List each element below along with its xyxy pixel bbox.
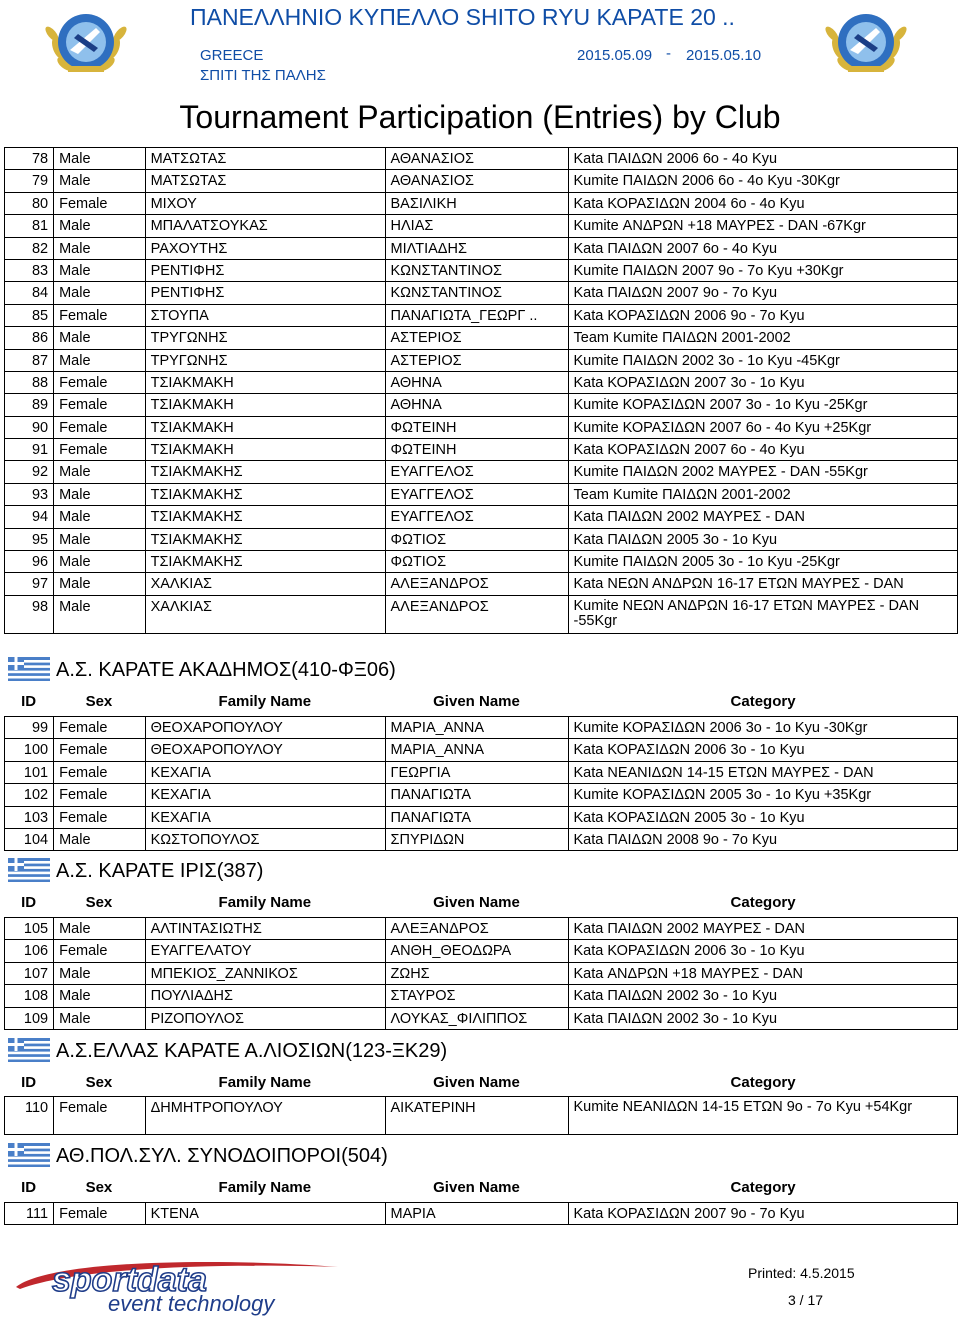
cell-category: Kata ΚΟΡΑΣΙΔΩΝ 2004 6o - 4o Kyu (568, 192, 957, 214)
header-category: Category (730, 693, 796, 710)
cell-sex: Male (54, 170, 146, 192)
cell-family-name: ΚΩΣΤΟΠΟΥΛΟΣ (145, 828, 385, 850)
sportdata-subtitle-text: event technology (108, 1291, 275, 1316)
table-row (5, 349, 958, 371)
event-date-from: 2015.05.09 (577, 47, 653, 64)
event-title: ΠΑΝΕΛΛΗΝΙΟ ΚΥΠΕΛΛΟ SHITO RYU ΚΑΡΑΤΕ 20 .. (190, 4, 735, 30)
cell-id: 94 (5, 506, 54, 528)
cell-sex: Male (54, 282, 146, 304)
entries-table (4, 716, 958, 851)
cell-family-name: ΤΣΙΑΚΜΑΚΗ (145, 416, 385, 438)
cell-given-name: ΕΥΑΓΓΕΛΟΣ (385, 483, 568, 505)
table-row (5, 1203, 958, 1225)
cell-category: Kumite ΠΑΙΔΩΝ 2006 6o - 4o Kyu -30Kgr (568, 170, 957, 192)
report-title: Tournament Participation (Entries) by Club (179, 99, 781, 135)
cell-family-name: ΘΕΟΧΑΡΟΠΟΥΛΟΥ (145, 717, 385, 739)
cell-id: 80 (5, 192, 54, 214)
table-row (5, 595, 958, 633)
cell-category: Team Kumite ΠΑΙΔΩΝ 2001-2002 (568, 483, 957, 505)
cell-sex: Female (54, 1097, 146, 1135)
cell-category: Kata ΠΑΙΔΩΝ 2002 3o - 1o Kyu (568, 1007, 957, 1029)
cell-sex: Male (54, 918, 146, 940)
cell-sex: Male (54, 595, 146, 633)
table-row (5, 394, 958, 416)
cell-id: 99 (5, 717, 54, 739)
cell-given-name: ΜΑΡΙΑ (385, 1203, 568, 1225)
cell-given-name: ΒΑΣΙΛΙΚΗ (385, 192, 568, 214)
cell-category: Kumite ΚΟΡΑΣΙΔΩΝ 2005 3o - 1o Kyu +35Kgr (568, 784, 957, 806)
cell-sex: Male (54, 985, 146, 1007)
cell-sex: Female (54, 806, 146, 828)
table-row (5, 483, 958, 505)
table-row (5, 461, 958, 483)
entries-table (4, 1096, 958, 1135)
cell-sex: Female (54, 717, 146, 739)
cell-id: 84 (5, 282, 54, 304)
cell-id: 83 (5, 259, 54, 281)
cell-given-name: ΚΩΝΣΤΑΝΤΙΝΟΣ (385, 259, 568, 281)
greek-flag-icon (8, 1143, 50, 1167)
cell-family-name: ΤΣΙΑΚΜΑΚΗ (145, 371, 385, 393)
header-given-name: Given Name (433, 1179, 520, 1196)
cell-given-name: ΑΛΕΞΑΝΔΡΟΣ (385, 573, 568, 595)
table-row (5, 985, 958, 1007)
page-number: 3 / 17 (788, 1292, 824, 1308)
cell-sex: Male (54, 962, 146, 984)
cell-given-name: ΑΘΗΝΑ (385, 394, 568, 416)
cell-id: 110 (5, 1097, 54, 1135)
cell-family-name: ΜΙΧΟΥ (145, 192, 385, 214)
cell-sex: Female (54, 439, 146, 461)
cell-category: Kumite ΠΑΙΔΩΝ 2007 9o - 7o Kyu +30Kgr (568, 259, 957, 281)
cell-given-name: ΑΣΤΕΡΙΟΣ (385, 349, 568, 371)
cell-family-name: ΤΣΙΑΚΜΑΚΗ (145, 394, 385, 416)
cell-sex: Female (54, 940, 146, 962)
cell-category: Kumite ΠΑΙΔΩΝ 2005 3o - 1o Kyu -25Kgr (568, 551, 957, 573)
cell-category: Kata ΠΑΙΔΩΝ 2002 3o - 1o Kyu (568, 985, 957, 1007)
cell-sex: Male (54, 327, 146, 349)
header-sex: Sex (85, 1179, 113, 1196)
table-row (5, 282, 958, 304)
cell-category: Kata ΚΟΡΑΣΙΔΩΝ 2006 3o - 1o Kyu (568, 940, 957, 962)
cell-sex: Female (54, 761, 146, 783)
cell-sex: Male (54, 551, 146, 573)
header-family-name: Family Name (218, 693, 312, 710)
cell-given-name: ΦΩΤΕΙΝΗ (385, 416, 568, 438)
header-family-name: Family Name (218, 894, 312, 911)
table-row (5, 573, 958, 595)
club-name: Α.Σ.ΕΛΛΑΣ ΚΑΡΑΤΕ Α.ΛΙΟΣΙΩΝ(123-ΞΚ29) (56, 1040, 448, 1062)
header-family-name: Family Name (218, 1179, 312, 1196)
cell-given-name: ΦΩΤΙΟΣ (385, 528, 568, 550)
cell-family-name: ΤΣΙΑΚΜΑΚΗ (145, 439, 385, 461)
cell-category: Kata ΠΑΙΔΩΝ 2007 9o - 7o Kyu (568, 282, 957, 304)
column-header-row (4, 690, 958, 713)
cell-given-name: ΜΑΡΙΑ_ΑΝΝΑ (385, 717, 568, 739)
cell-given-name: ΑΘΑΝΑΣΙΟΣ (385, 170, 568, 192)
cell-sex: Female (54, 371, 146, 393)
table-row (5, 940, 958, 962)
table-row (5, 371, 958, 393)
cell-family-name: ΡΙΖΟΠΟΥΛΟΣ (145, 1007, 385, 1029)
cell-sex: Male (54, 349, 146, 371)
cell-id: 105 (5, 918, 54, 940)
federation-logo-right (818, 4, 914, 90)
cell-family-name: ΘΕΟΧΑΡΟΠΟΥΛΟΥ (145, 739, 385, 761)
cell-family-name: ΔΗΜΗΤΡΟΠΟΥΛΟΥ (145, 1097, 385, 1135)
cell-id: 100 (5, 739, 54, 761)
greek-flag-icon (8, 1038, 50, 1062)
header-family-name: Family Name (218, 1074, 312, 1091)
cell-category: Kata ΚΟΡΑΣΙΔΩΝ 2007 6o - 4o Kyu (568, 439, 957, 461)
cell-sex: Male (54, 259, 146, 281)
cell-family-name: ΤΡΥΓΩΝΗΣ (145, 327, 385, 349)
table-row (5, 761, 958, 783)
cell-given-name: ΦΩΤΙΟΣ (385, 551, 568, 573)
cell-given-name: ΣΠΥΡΙΔΩΝ (385, 828, 568, 850)
table-row (5, 327, 958, 349)
table-row (5, 528, 958, 550)
cell-given-name: ΛΟΥΚΑΣ_ΦΙΛΙΠΠΟΣ (385, 1007, 568, 1029)
cell-id: 90 (5, 416, 54, 438)
cell-family-name: ΕΥΑΓΓΕΛΑΤΟΥ (145, 940, 385, 962)
column-header-row (4, 891, 958, 914)
table-row (5, 739, 958, 761)
cell-given-name: ΠΑΝΑΓΙΩΤΑ (385, 784, 568, 806)
cell-given-name: ΗΛΙΑΣ (385, 215, 568, 237)
cell-id: 88 (5, 371, 54, 393)
cell-id: 87 (5, 349, 54, 371)
event-country: GREECE (200, 47, 264, 64)
cell-sex: Female (54, 739, 146, 761)
cell-id: 104 (5, 828, 54, 850)
cell-given-name: ΜΙΛΤΙΑΔΗΣ (385, 237, 568, 259)
table-row (5, 192, 958, 214)
sportdata-logo (8, 1257, 348, 1317)
table-row (5, 551, 958, 573)
cell-given-name: ΚΩΝΣΤΑΝΤΙΝΟΣ (385, 282, 568, 304)
cell-given-name: ΑΘΗΝΑ (385, 371, 568, 393)
cell-sex: Male (54, 215, 146, 237)
header-category: Category (730, 1074, 796, 1091)
cell-id: 108 (5, 985, 54, 1007)
cell-id: 98 (5, 595, 54, 633)
cell-given-name: ΑΝΘΗ_ΘΕΟΔΩΡΑ (385, 940, 568, 962)
header-given-name: Given Name (433, 693, 520, 710)
cell-family-name: ΤΡΥΓΩΝΗΣ (145, 349, 385, 371)
cell-family-name: ΤΣΙΑΚΜΑΚΗΣ (145, 461, 385, 483)
cell-given-name: ΠΑΝΑΓΙΩΤΑ_ΓΕΩΡΓ .. (385, 304, 568, 326)
cell-id: 92 (5, 461, 54, 483)
cell-family-name: ΤΣΙΑΚΜΑΚΗΣ (145, 506, 385, 528)
cell-category: Kumite ΠΑΙΔΩΝ 2002 ΜΑΥΡΕΣ - DAN -55Kgr (568, 461, 957, 483)
cell-family-name: ΜΑΤΣΩΤΑΣ (145, 148, 385, 170)
table-row (5, 1097, 958, 1135)
cell-sex: Female (54, 784, 146, 806)
cell-family-name: ΧΑΛΚΙΑΣ (145, 573, 385, 595)
printed-date: Printed: 4.5.2015 (748, 1265, 855, 1281)
header-sex: Sex (85, 1074, 113, 1091)
cell-family-name: ΡΑΧΟΥΤΗΣ (145, 237, 385, 259)
cell-sex: Female (54, 1203, 146, 1225)
club-name: ΑΘ.ΠΟΛ.ΣΥΛ. ΣΥΝΟΔΟΙΠΟΡΟΙ(504) (56, 1145, 388, 1167)
cell-given-name: ΑΘΑΝΑΣΙΟΣ (385, 148, 568, 170)
table-row (5, 918, 958, 940)
cell-given-name: ΓΕΩΡΓΙΑ (385, 761, 568, 783)
cell-sex: Female (54, 192, 146, 214)
cell-id: 81 (5, 215, 54, 237)
cell-category: Kumite ΚΟΡΑΣΙΔΩΝ 2007 6o - 4o Kyu +25Kgr (568, 416, 957, 438)
cell-id: 85 (5, 304, 54, 326)
cell-category: Kumite ΚΟΡΑΣΙΔΩΝ 2007 3o - 1o Kyu -25Kgr (568, 394, 957, 416)
table-row (5, 1007, 958, 1029)
cell-sex: Male (54, 528, 146, 550)
cell-family-name: ΧΑΛΚΙΑΣ (145, 595, 385, 633)
cell-sex: Male (54, 483, 146, 505)
cell-given-name: ΦΩΤΕΙΝΗ (385, 439, 568, 461)
cell-family-name: ΚΕΧΑΓΙΑ (145, 761, 385, 783)
cell-family-name: ΑΛΤΙΝΤΑΣΙΩΤΗΣ (145, 918, 385, 940)
cell-category: Kata ΠΑΙΔΩΝ 2006 6o - 4o Kyu (568, 148, 957, 170)
cell-category: Team Kumite ΠΑΙΔΩΝ 2001-2002 (568, 327, 957, 349)
cell-category: Kumite ΝΕΩΝ ΑΝΔΡΩΝ 16-17 ΕΤΩΝ ΜΑΥΡΕΣ - DAN -55Kgr (568, 595, 957, 633)
cell-id: 78 (5, 148, 54, 170)
cell-family-name: ΤΣΙΑΚΜΑΚΗΣ (145, 551, 385, 573)
cell-family-name: ΣΤΟΥΠΑ (145, 304, 385, 326)
cell-id: 101 (5, 761, 54, 783)
cell-family-name: ΚΤΕΝΑ (145, 1203, 385, 1225)
cell-family-name: ΚΕΧΑΓΙΑ (145, 784, 385, 806)
event-date-separator: - (666, 45, 671, 62)
cell-id: 102 (5, 784, 54, 806)
cell-category: Kata ΠΑΙΔΩΝ 2007 6o - 4o Kyu (568, 237, 957, 259)
cell-given-name: ΕΥΑΓΓΕΛΟΣ (385, 506, 568, 528)
cell-category: Kata ΝΕΩΝ ΑΝΔΡΩΝ 16-17 ΕΤΩΝ ΜΑΥΡΕΣ - DAN (568, 573, 957, 595)
cell-id: 91 (5, 439, 54, 461)
header-id: ID (21, 1179, 37, 1196)
cell-id: 103 (5, 806, 54, 828)
club-name: Α.Σ. ΚΑΡΑΤΕ ΙΡΙΣ(387) (56, 860, 264, 882)
event-date-to: 2015.05.10 (686, 47, 762, 64)
cell-sex: Male (54, 461, 146, 483)
cell-sex: Male (54, 1007, 146, 1029)
cell-category: Kata ΚΟΡΑΣΙΔΩΝ 2007 3o - 1o Kyu (568, 371, 957, 393)
cell-category: Kata ΚΟΡΑΣΙΔΩΝ 2006 3o - 1o Kyu (568, 739, 957, 761)
cell-sex: Female (54, 394, 146, 416)
table-row (5, 784, 958, 806)
entries-table (4, 147, 958, 634)
entries-table (4, 917, 958, 1030)
cell-sex: Male (54, 573, 146, 595)
cell-family-name: ΤΣΙΑΚΜΑΚΗΣ (145, 483, 385, 505)
table-row (5, 828, 958, 850)
cell-id: 95 (5, 528, 54, 550)
cell-sex: Male (54, 237, 146, 259)
cell-category: Kata ΑΝΔΡΩΝ +18 ΜΑΥΡΕΣ - DAN (568, 962, 957, 984)
cell-given-name: ΠΑΝΑΓΙΩΤΑ (385, 806, 568, 828)
cell-family-name: ΡΕΝΤΙΦΗΣ (145, 259, 385, 281)
cell-given-name: ΑΙΚΑΤΕΡΙΝΗ (385, 1097, 568, 1135)
header-category: Category (730, 894, 796, 911)
header-id: ID (21, 693, 37, 710)
cell-id: 82 (5, 237, 54, 259)
header-id: ID (21, 894, 37, 911)
header-sex: Sex (85, 894, 113, 911)
table-row (5, 259, 958, 281)
entries-table (4, 1202, 958, 1225)
cell-category: Kata ΠΑΙΔΩΝ 2008 9o - 7o Kyu (568, 828, 957, 850)
cell-category: Kata ΠΑΙΔΩΝ 2002 ΜΑΥΡΕΣ - DAN (568, 918, 957, 940)
event-venue: ΣΠΙΤΙ ΤΗΣ ΠΑΛΗΣ (200, 67, 326, 84)
cell-family-name: ΚΕΧΑΓΙΑ (145, 806, 385, 828)
cell-id: 96 (5, 551, 54, 573)
table-row (5, 506, 958, 528)
cell-id: 79 (5, 170, 54, 192)
header-given-name: Given Name (433, 1074, 520, 1091)
cell-category: Kata ΝΕΑΝΙΔΩΝ 14-15 ΕΤΩΝ ΜΑΥΡΕΣ - DAN (568, 761, 957, 783)
cell-id: 93 (5, 483, 54, 505)
cell-family-name: ΤΣΙΑΚΜΑΚΗΣ (145, 528, 385, 550)
table-row (5, 170, 958, 192)
column-header-row (4, 1176, 958, 1199)
table-row (5, 148, 958, 170)
header-sex: Sex (85, 693, 113, 710)
cell-category: Kumite ΝΕΑΝΙΔΩΝ 14-15 ΕΤΩΝ 9o - 7o Kyu +54Kgr (568, 1097, 957, 1135)
column-header-row (4, 1071, 958, 1094)
header-id: ID (21, 1074, 37, 1091)
federation-logo-left (38, 4, 134, 90)
cell-id: 109 (5, 1007, 54, 1029)
header-category: Category (730, 1179, 796, 1196)
cell-family-name: ΜΑΤΣΩΤΑΣ (145, 170, 385, 192)
table-row (5, 304, 958, 326)
cell-given-name: ΕΥΑΓΓΕΛΟΣ (385, 461, 568, 483)
sportdata-brand-text: sportdata (52, 1261, 207, 1299)
cell-category: Kata ΠΑΙΔΩΝ 2005 3o - 1o Kyu (568, 528, 957, 550)
cell-family-name: ΜΠΕΚΙΟΣ_ΖΑΝΝΙΚΟΣ (145, 962, 385, 984)
cell-sex: Male (54, 506, 146, 528)
cell-category: Kata ΚΟΡΑΣΙΔΩΝ 2005 3o - 1o Kyu (568, 806, 957, 828)
cell-given-name: ΣΤΑΥΡΟΣ (385, 985, 568, 1007)
cell-id: 89 (5, 394, 54, 416)
cell-category: Kumite ΚΟΡΑΣΙΔΩΝ 2006 3o - 1o Kyu -30Kgr (568, 717, 957, 739)
header-given-name: Given Name (433, 894, 520, 911)
greek-flag-icon (8, 858, 50, 882)
cell-family-name: ΜΠΑΛΑΤΣΟΥΚΑΣ (145, 215, 385, 237)
cell-id: 111 (5, 1203, 54, 1225)
cell-given-name: ΑΛΕΞΑΝΔΡΟΣ (385, 918, 568, 940)
cell-category: Kumite ΑΝΔΡΩΝ +18 ΜΑΥΡΕΣ - DAN -67Kgr (568, 215, 957, 237)
cell-given-name: ΑΣΤΕΡΙΟΣ (385, 327, 568, 349)
cell-id: 107 (5, 962, 54, 984)
cell-id: 97 (5, 573, 54, 595)
table-row (5, 416, 958, 438)
table-row (5, 962, 958, 984)
cell-family-name: ΡΕΝΤΙΦΗΣ (145, 282, 385, 304)
cell-sex: Male (54, 828, 146, 850)
cell-category: Kata ΚΟΡΑΣΙΔΩΝ 2006 9o - 7o Kyu (568, 304, 957, 326)
cell-id: 86 (5, 327, 54, 349)
cell-id: 106 (5, 940, 54, 962)
cell-sex: Male (54, 148, 146, 170)
cell-category: Kumite ΠΑΙΔΩΝ 2002 3o - 1o Kyu -45Kgr (568, 349, 957, 371)
table-row (5, 717, 958, 739)
table-row (5, 215, 958, 237)
table-row (5, 806, 958, 828)
table-row (5, 439, 958, 461)
greek-flag-icon (8, 657, 50, 681)
cell-given-name: ΜΑΡΙΑ_ΑΝΝΑ (385, 739, 568, 761)
cell-sex: Female (54, 416, 146, 438)
cell-given-name: ΖΩΗΣ (385, 962, 568, 984)
cell-sex: Female (54, 304, 146, 326)
cell-family-name: ΠΟΥΛΙΑΔΗΣ (145, 985, 385, 1007)
club-name: Α.Σ. ΚΑΡΑΤΕ ΑΚΑΔΗΜΟΣ(410-ΦΞ06) (56, 659, 396, 681)
cell-category: Kata ΠΑΙΔΩΝ 2002 ΜΑΥΡΕΣ - DAN (568, 506, 957, 528)
cell-given-name: ΑΛΕΞΑΝΔΡΟΣ (385, 595, 568, 633)
table-row (5, 237, 958, 259)
cell-category: Kata ΚΟΡΑΣΙΔΩΝ 2007 9o - 7o Kyu (568, 1203, 957, 1225)
